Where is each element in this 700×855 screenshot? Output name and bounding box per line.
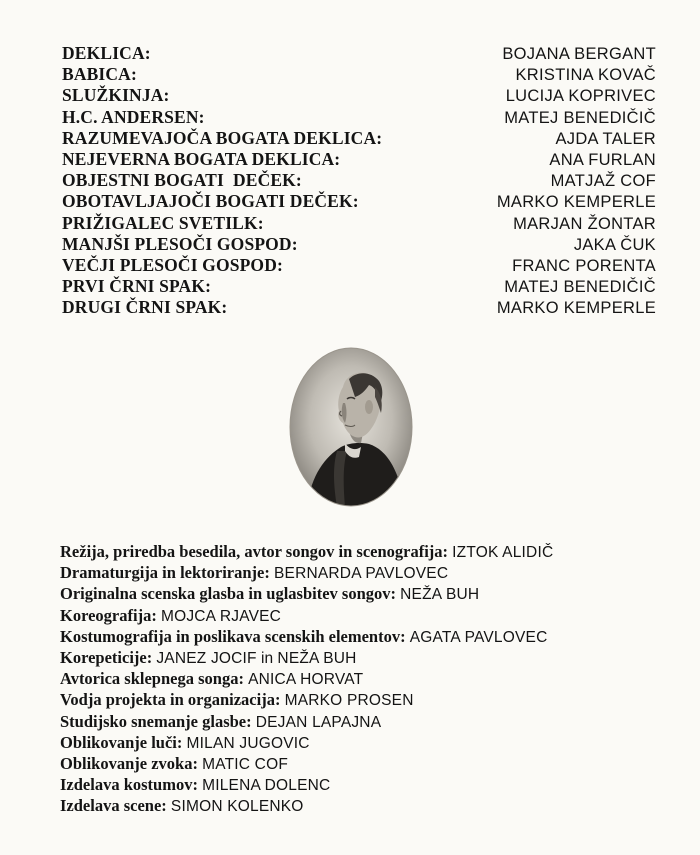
role-name: NEJEVERNA BOGATA DEKLICA: — [62, 148, 341, 169]
actor-name: MATEJ BENEDIČIČ — [504, 278, 656, 297]
cast-row — [62, 85, 656, 106]
actor-name: AJDA TALER — [555, 129, 656, 148]
andersen-portrait — [289, 347, 413, 507]
role-name: DEKLICA: — [62, 43, 151, 63]
cast-row — [62, 297, 656, 318]
credit-row — [60, 689, 680, 710]
credit-row — [60, 668, 680, 689]
credit-value: MOJCA RJAVEC — [160, 607, 282, 625]
credit-value: IZTOK ALIDIČ — [452, 544, 554, 561]
credit-label: Originalna scenska glasba in uglasbitev songov: — [60, 584, 401, 604]
cast-row — [62, 170, 656, 191]
role-name: OBJESTNI BOGATI DEČEK: — [62, 170, 302, 191]
cast-row — [62, 213, 656, 234]
credit-value: MILAN JUGOVIC — [186, 734, 310, 752]
actor-name: JAKA ČUK — [573, 235, 656, 254]
role-name: PRIŽIGALEC SVETILK: — [62, 212, 264, 233]
credit-row — [60, 647, 680, 668]
actor-name: MATJAŽ COF — [550, 172, 656, 191]
credit-value: AGATA PAVLOVEC — [409, 628, 548, 646]
credit-row — [60, 583, 680, 604]
role-name: PRVI ČRNI SPAK: — [62, 276, 212, 297]
credit-label: Oblikovanje zvoka: — [60, 753, 203, 773]
cast-row — [62, 107, 656, 128]
credit-row — [60, 774, 680, 795]
credit-label: Dramaturgija in lektoriranje: — [60, 563, 274, 583]
actor-name: FRANC PORENTA — [512, 256, 656, 275]
credit-value: BERNARDA PAVLOVEC — [274, 565, 449, 583]
cast-row — [62, 128, 656, 149]
cast-list — [62, 43, 656, 318]
cast-row — [62, 64, 656, 85]
cast-row — [62, 234, 656, 255]
role-name: H.C. ANDERSEN: — [62, 106, 205, 127]
actor-name: BOJANA BERGANT — [502, 45, 656, 63]
actor-name: KRISTINA KOVAČ — [515, 66, 656, 85]
actor-name: MARKO KEMPERLE — [496, 299, 656, 318]
role-name: SLUŽKINJA: — [62, 85, 170, 106]
cast-row — [62, 255, 656, 276]
credit-value: NEŽA BUH — [400, 586, 480, 604]
actor-name: LUCIJA KOPRIVEC — [505, 87, 656, 106]
credit-value: SIMON KOLENKO — [170, 798, 304, 816]
credit-row — [60, 795, 680, 816]
cast-row — [62, 276, 656, 297]
credit-label: Vodja projekta in organizacija: — [60, 690, 285, 710]
credit-row — [60, 562, 680, 583]
credit-value: DEJAN LAPAJNA — [255, 713, 382, 731]
credit-row — [60, 711, 680, 732]
credit-value: JANEZ JOCIF — [156, 649, 257, 667]
credit-label: Studijsko snemanje glasbe: — [60, 711, 256, 731]
credit-label: Korepeticije: — [60, 647, 157, 667]
role-name: RAZUMEVAJOČA BOGATA DEKLICA: — [62, 127, 383, 148]
credit-value: MILENA DOLENC — [202, 777, 331, 795]
credit-label: Kostumografija in poslikava scenskih elementov: — [60, 626, 410, 646]
credit-value-second: NEŽA BUH — [277, 649, 357, 667]
role-name: BABICA: — [62, 64, 137, 85]
credit-row — [60, 605, 680, 626]
credit-value: MARKO PROSEN — [284, 692, 414, 710]
role-name: VEČJI PLESOČI GOSPOD: — [62, 254, 283, 275]
actor-name: MATEJ BENEDIČIČ — [504, 108, 656, 127]
credit-row — [60, 732, 680, 753]
actor-name: ANA FURLAN — [549, 150, 656, 169]
credit-label: Oblikovanje luči: — [60, 732, 187, 752]
credit-label: Izdelava kostumov: — [60, 775, 203, 795]
role-name: OBOTAVLJAJOČI BOGATI DEČEK: — [62, 191, 359, 212]
credit-value: ANICA HORVAT — [248, 671, 364, 689]
cast-row — [62, 149, 656, 170]
credit-row — [60, 541, 680, 562]
credit-label: Režija, priredba besedila, avtor songov in scenografija: — [60, 542, 453, 561]
role-name: DRUGI ČRNI SPAK: — [62, 297, 228, 318]
role-name: MANJŠI PLESOČI GOSPOD: — [62, 233, 298, 254]
cast-row — [62, 43, 656, 64]
oval-portrait-engraving-icon — [289, 347, 413, 507]
credit-row — [60, 626, 680, 647]
credit-label: Avtorica sklepnega songa: — [60, 669, 249, 689]
credit-label: Izdelava scene: — [60, 796, 171, 816]
credit-label: Koreografija: — [60, 605, 161, 625]
credit-row — [60, 753, 680, 774]
actor-name: MARJAN ŽONTAR — [513, 214, 656, 233]
credit-joiner: in — [256, 649, 278, 667]
cast-row — [62, 191, 656, 212]
actor-name: MARKO KEMPERLE — [496, 193, 656, 212]
credit-value: MATIC COF — [202, 755, 289, 773]
credits-list — [60, 541, 680, 816]
